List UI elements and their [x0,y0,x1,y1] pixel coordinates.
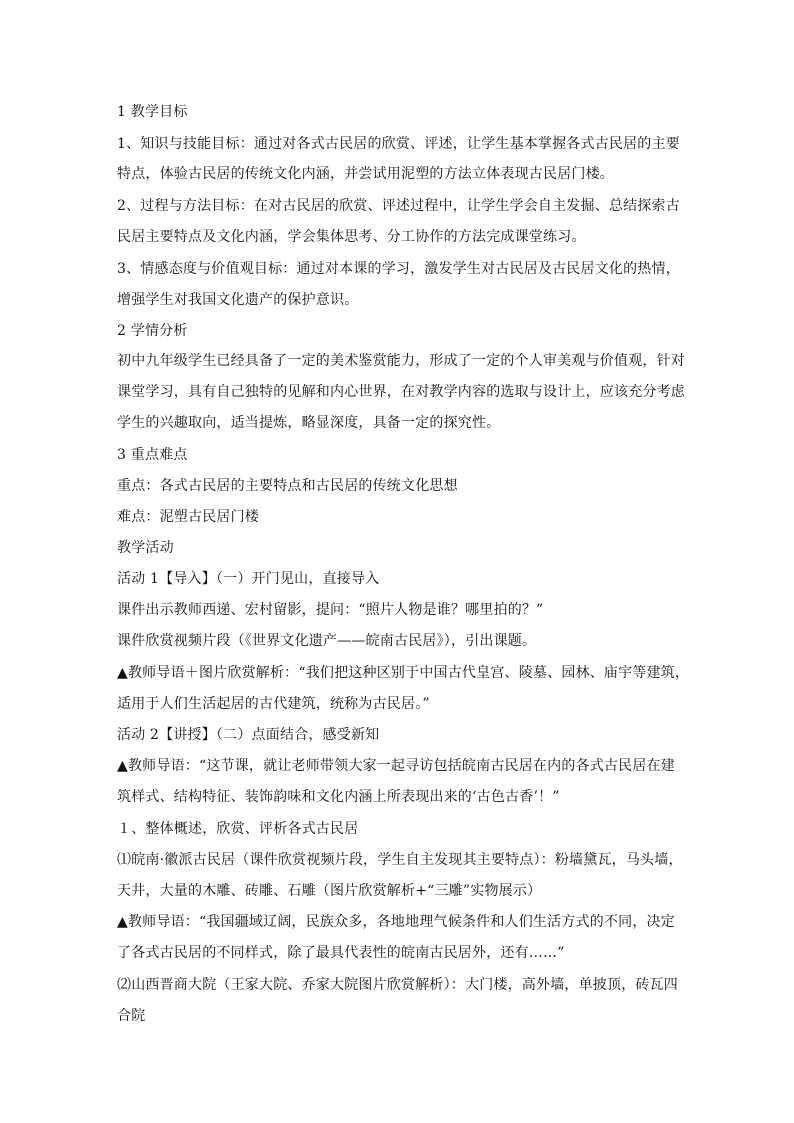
paragraph-line: 难点：泥塑古民居门楼 [117,509,259,525]
paragraph-line: ⑴皖南·徽派古民居（课件欣赏视频片段，学生自主发现其主要特点）：粉墙黛瓦，马头墙， [117,852,683,868]
paragraph-line: 1、知识与技能目标：通过对各式古民居的欣赏、评述，让学生基本掌握各式古民居的主要 [117,136,680,152]
paragraph-line: 重点：各式古民居的主要特点和古民居的传统文化思想 [117,478,458,494]
paragraph-line: ▲教师导语：“这节课，就让老师带领大家一起寻访包括皖南古民居在内的各式古民居在建 [117,758,675,774]
paragraph-line: 增强学生对我国文化遗产的保护意识。 [117,292,359,308]
paragraph-line: 3、情感态度与价值观目标：通过对本课的学习，激发学生对古民居及古民居文化的热情， [117,261,680,277]
heading-student-analysis: 2 学情分析 [117,323,188,339]
activity-heading: 活动 1【导入】（一）开门见山，直接导入 [117,571,380,587]
paragraph-line: 课件出示教师西递、宏村留影，提问：“照片人物是谁？哪里拍的？” [117,602,544,618]
paragraph-line: 特点，体验古民居的传统文化内涵，并尝试用泥塑的方法立体表现古民居门楼。 [117,166,614,182]
paragraph-line: 合院 [117,1008,146,1024]
paragraph-line: 了各式古民居的不同样式，除了最具代表性的皖南古民居外，还有……” [117,945,565,961]
heading-teaching-goals: 1 教学目标 [117,104,188,120]
paragraph-line: 课件欣赏视频片段（《世界文化遗产——皖南古民居》），引出课题。 [117,633,537,649]
paragraph-line: ▲教师导语：“我国疆域辽阔，民族众多，各地地理气候条件和人们生活方式的不同，决定 [117,914,675,930]
activity-heading: 活动 2【讲授】（二）点面结合，感受新知 [117,727,380,743]
section-subheading: １、整体概述，欣赏、评析各式古民居 [117,821,359,837]
paragraph-line: 课堂学习，具有自己独特的见解和内心世界，在对教学内容的选取与设计上，应该充分考虑 [117,384,685,400]
paragraph-line: 适用于人们生活起居的古代建筑，统称为古民居。” [117,696,430,712]
heading-teaching-activities: 教学活动 [117,540,174,556]
paragraph-line: 民居主要特点及文化内涵，学会集体思考、分工协作的方法完成课堂练习。 [117,229,586,245]
paragraph-line: 天井，大量的木雕、砖雕、石雕（图片欣赏解析+“三雕”实物展示） [117,883,542,899]
heading-key-points: 3 重点难点 [117,447,188,463]
paragraph-line: 学生的兴趣取向，适当提炼，略显深度，具备一定的探究性。 [117,415,501,431]
paragraph-line: 筑样式、结构特征、装饰韵味和文化内涵上所表现出来的‘古色古香’！” [117,789,560,805]
paragraph-line: ⑵山西晋商大院（王家大院、乔家大院图片欣赏解析）：大门楼，高外墙，单披顶，砖瓦四 [117,977,678,993]
paragraph-line: ▲教师导语＋图片欣赏解析：“我们把这种区别于中国古代皇宫、陵墓、园林、庙宇等建筑， [117,665,690,681]
paragraph-line: 2、过程与方法目标：在对古民居的欣赏、评述过程中，让学生学会自主发掘、总结探索古 [117,198,680,214]
paragraph-line: 初中九年级学生已经具备了一定的美术鉴赏能力，形成了一定的个人审美观与价值观，针对 [117,353,685,369]
